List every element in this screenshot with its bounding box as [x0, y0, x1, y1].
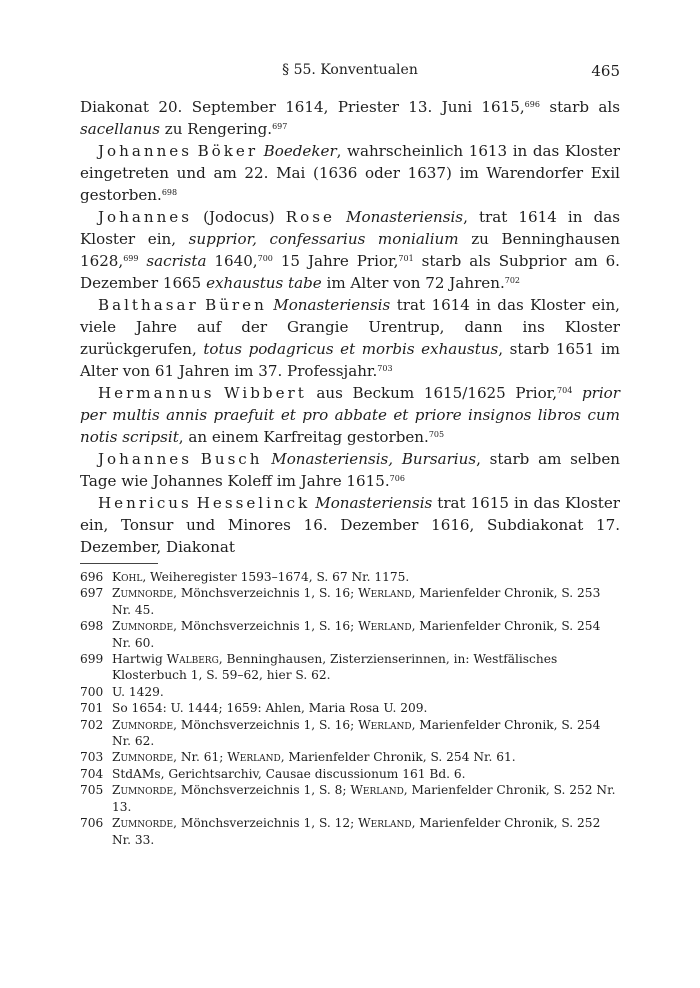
author-name: Werland	[358, 816, 412, 831]
footnote	[80, 585, 620, 618]
footnote-text: , Marienfelder Chronik, S. 253 Nr. 45.	[112, 586, 601, 617]
footnote	[80, 717, 620, 750]
text-run: im Alter von 72 Jahren.	[321, 274, 505, 292]
footnote-number: 697	[80, 586, 104, 601]
footnote-text: StdAMs, Gerichtsarchiv, Causae discussionum 161 Bd. 6.	[112, 766, 466, 781]
footnote	[80, 766, 620, 782]
author-name: Zumnorde	[112, 619, 174, 634]
footnote-text: , Mönchsverzeichnis 1, S. 12;	[173, 816, 359, 831]
author-name: Walberg	[166, 652, 219, 667]
latin-term: supprior, confessarius monialium	[188, 230, 459, 248]
footnote-ref: 697	[272, 122, 288, 131]
footnote-number: 696	[80, 570, 104, 584]
footnote-ref: 705	[428, 430, 445, 439]
author-name: Werland	[358, 619, 412, 634]
latin-term: Monasteriensis	[315, 494, 433, 512]
text-run: , starb 1651 im Alter von 61 Jahren im 37. Professjahr.	[80, 340, 620, 380]
latin-term: exhaustus tabe	[206, 274, 322, 292]
person-name: Johannes	[98, 450, 192, 468]
footnote-ref: 698	[161, 188, 178, 197]
footnote-text: , Marienfelder Chronik, S. 254 Nr. 62.	[112, 717, 601, 749]
footnote	[80, 618, 620, 651]
latin-term: prior per multis annis praefuit et pro abbate et priore insignos libros cum notis scripsit	[80, 384, 620, 446]
footnote	[80, 815, 620, 848]
person-surname: Hesselinck	[196, 494, 311, 512]
entry-johannes-rose	[80, 206, 620, 294]
footnote-ref: 703	[377, 364, 393, 373]
text-run: starb als	[539, 98, 620, 116]
footnote-text: So 1654: U. 1444; 1659: Ahlen, Maria Rosa U. 209.	[112, 701, 428, 716]
footnote-number: 698	[80, 619, 104, 634]
person-name: Balthasar	[98, 296, 199, 314]
footnote-number: 701	[80, 701, 104, 716]
author-name: Kohl	[112, 570, 143, 584]
text-run: , wahrscheinlich 1613 in das Kloster eingetreten und am 22. Mai (1636 oder 1637) im Warendorfer Exil gestorben.	[80, 142, 620, 204]
latin-term: Monasteriensis	[346, 208, 464, 226]
footnote-ref: 699	[123, 254, 139, 263]
person-name: Johannes	[98, 208, 192, 226]
footnote-ref: 696	[524, 100, 540, 109]
footnote	[80, 700, 620, 716]
person-surname: Büren	[205, 296, 267, 314]
text-run: zu Benninghausen 1628,	[80, 230, 620, 270]
latin-term: Monasteriensis, Bursarius	[271, 450, 477, 468]
text-run: , an einem Karfreitag gestorben.	[178, 428, 429, 446]
footnote-number: 706	[80, 816, 104, 831]
footnote-text: Hartwig	[112, 652, 167, 667]
footnote-text: , Marienfelder Chronik, S. 252 Nr. 33.	[112, 816, 601, 847]
entry-hermannus-wibbert	[80, 382, 620, 448]
text-run: starb als Subprior am 6. Dezember 1665	[80, 252, 620, 292]
footnote-number: 703	[80, 750, 104, 765]
author-name: Werland	[358, 717, 412, 732]
author-name: Zumnorde	[112, 750, 174, 765]
footnote	[80, 651, 620, 684]
footnote-text: , Marienfelder Chronik, S. 254 Nr. 60.	[112, 619, 601, 650]
footnote-separator	[80, 563, 158, 564]
footnote	[80, 749, 620, 765]
text-run: 1640,	[206, 252, 258, 270]
entry-balthasar-bueren	[80, 294, 620, 382]
person-surname: Wibbert	[224, 384, 307, 402]
text-run: Diakonat 20. September 1614, Priester 13. Juni 1615,	[80, 98, 525, 116]
footnote-ref: 704	[557, 386, 573, 395]
footnote-ref: 700	[257, 254, 273, 263]
footnote-ref: 701	[398, 254, 414, 263]
person-name: Johannes	[98, 142, 192, 160]
footnote-text: , Mönchsverzeichnis 1, S. 16;	[173, 619, 359, 634]
author-name: Werland	[350, 783, 404, 798]
footnote-ref: 706	[389, 474, 405, 483]
text-run: , trat 1614 in das Kloster ein,	[80, 208, 620, 248]
page-number: 465	[591, 62, 620, 80]
main-text	[80, 96, 620, 558]
author-name: Werland	[358, 586, 412, 601]
person-surname: Rose	[285, 208, 335, 226]
latin-term: sacrista	[146, 252, 207, 270]
footnote-text: , Weiheregister 1593–1674, S. 67 Nr. 1175.	[142, 570, 410, 584]
person-name: Hermannus	[98, 384, 215, 402]
footnote-number: 702	[80, 717, 104, 732]
footnote	[80, 782, 620, 815]
text-run: trat 1615 in das Kloster ein, Tonsur und Minores 16. Dezember 1616, Subdiakonat 17. Dezember, Diakonat	[80, 494, 620, 556]
footnote	[80, 684, 620, 700]
text-run: (Jodocus)	[191, 208, 286, 226]
latin-term: totus podagricus et morbis exhaustus	[203, 340, 499, 358]
footnote-number: 700	[80, 684, 104, 699]
author-name: Werland	[227, 750, 281, 765]
person-surname: Busch	[200, 450, 263, 468]
footnote-text: , Nr. 61;	[173, 750, 228, 765]
footnote	[80, 569, 620, 585]
footnote-number: 705	[80, 783, 104, 798]
author-name: Zumnorde	[112, 816, 174, 831]
text-run: trat 1614 in das Kloster ein, viele Jahre auf der Grangie Urentrup, dann ins Kloster zurückgerufen,	[80, 296, 620, 358]
footnote-text: , Mönchsverzeichnis 1, S. 16;	[173, 586, 359, 601]
author-name: Zumnorde	[112, 717, 174, 732]
text-run: , starb am selben Tage wie Johannes Koleff im Jahre 1615.	[80, 450, 620, 490]
person-name: Henricus	[98, 494, 192, 512]
person-surname: Böker	[197, 142, 259, 160]
latin-term: sacellanus	[80, 120, 160, 138]
footnote-text: , Marienfelder Chronik, S. 252 Nr. 13.	[112, 783, 616, 814]
entry-henricus-hesselinck	[80, 492, 620, 558]
text-run: zu Rengering.	[159, 120, 273, 138]
footnote-text: , Benninghausen, Zisterzienserinnen, in: Westfälisches Klosterbuch 1, S. 59–62, hier S. 62.	[112, 652, 558, 683]
latin-term: Boedeker	[263, 142, 337, 160]
running-title: § 55. Konventualen	[282, 62, 418, 78]
text-run: aus Beckum 1615/1625 Prior,	[306, 384, 558, 402]
footnote-text: , Marienfelder Chronik, S. 254 Nr. 61.	[280, 750, 516, 765]
entry-johannes-boeker	[80, 140, 620, 206]
footnotes	[80, 569, 620, 848]
author-name: Zumnorde	[112, 586, 174, 601]
latin-term: Monasteriensis	[273, 296, 391, 314]
footnote-text: U. 1429.	[112, 684, 164, 699]
paragraph-continuation	[80, 96, 620, 140]
footnote-text: , Mönchsverzeichnis 1, S. 8;	[173, 783, 351, 798]
footnote-text: , Mönchsverzeichnis 1, S. 16;	[173, 717, 359, 732]
author-name: Zumnorde	[112, 783, 174, 798]
footnote-ref: 702	[504, 276, 521, 285]
footnote-number: 699	[80, 652, 104, 667]
entry-johannes-busch	[80, 448, 620, 492]
footnote-number: 704	[80, 766, 104, 781]
page-header	[80, 62, 620, 84]
text-run: 15 Jahre Prior,	[272, 252, 399, 270]
